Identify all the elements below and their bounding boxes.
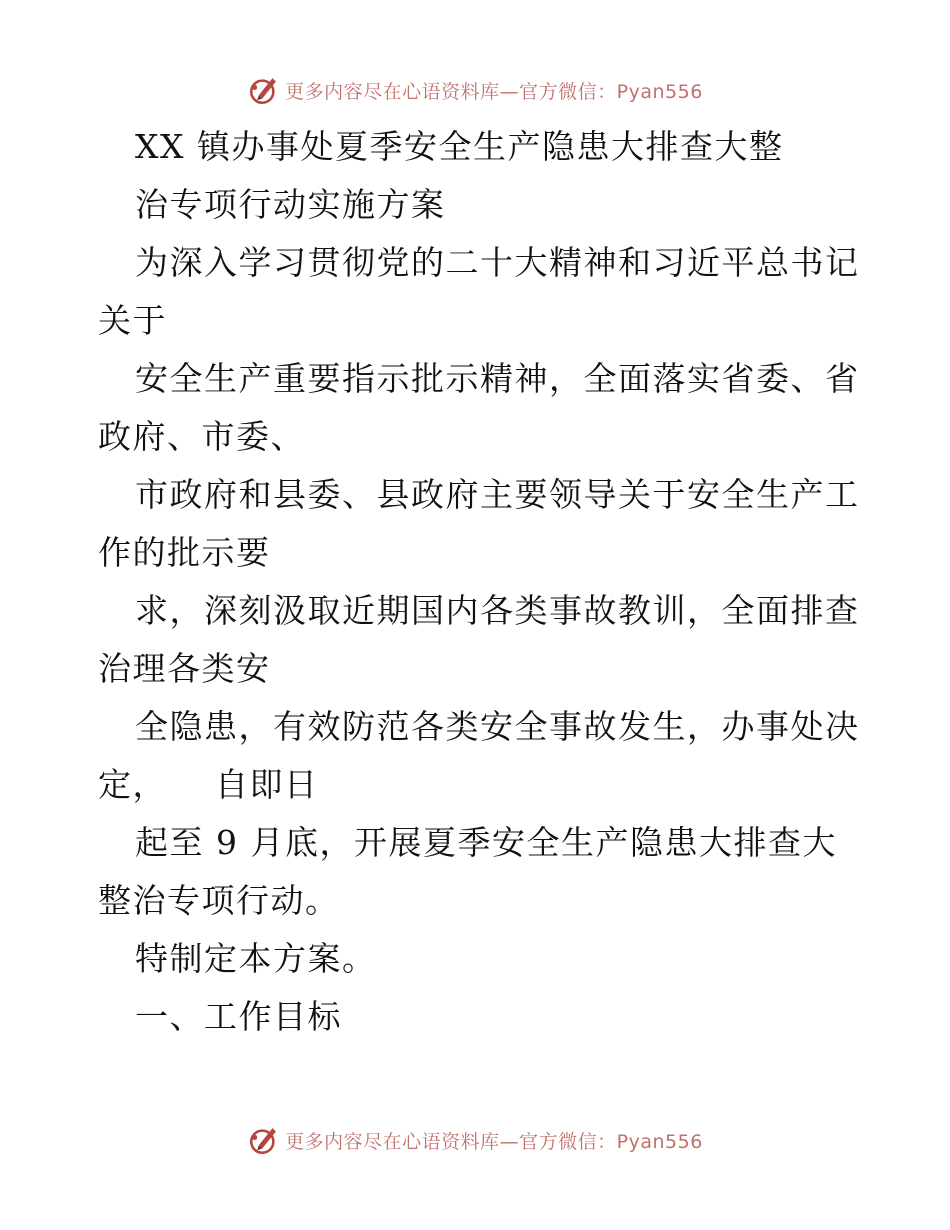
paragraph-line: 整治专项行动。 — [98, 881, 340, 920]
paragraph-line: 全隐患，有效防范各类安全事故发生，办事处决 — [135, 707, 860, 746]
watermark-text: 更多内容尽在心语资料库—官方微信：Pyan556 — [285, 1130, 703, 1153]
paragraph-line: 市政府和县委、县政府主要领导关于安全生产工 — [135, 475, 860, 514]
paragraph-line: 起至 9 月底，开展夏季安全生产隐患大排查大 — [135, 823, 837, 862]
paragraph-line: 为深入学习贯彻党的二十大精神和习近平总书记 — [135, 243, 860, 282]
paragraph-line: 特制定本方案。 — [135, 939, 377, 978]
paragraph-line: 作的批示要 — [98, 533, 271, 572]
section-heading: 一、工作目标 — [135, 997, 342, 1036]
header-watermark — [0, 70, 950, 110]
document-title-line-2: 治专项行动实施方案 — [135, 185, 446, 224]
watermark-text: 更多内容尽在心语资料库—官方微信：Pyan556 — [285, 80, 703, 103]
footer-watermark — [0, 1120, 950, 1160]
paragraph-line: 安全生产重要指示批示精神，全面落实省委、省 — [135, 359, 860, 398]
pen-nib-logo-icon — [247, 73, 281, 107]
document-title-line-1: XX 镇办事处夏季安全生产隐患大排查大整 — [135, 127, 784, 166]
paragraph-line: 关于 — [98, 301, 167, 340]
paragraph-line: 定， 自即日 — [98, 765, 319, 804]
pen-nib-logo-icon — [247, 1123, 281, 1157]
paragraph-line: 求，深刻汲取近期国内各类事故教训，全面排查 — [135, 591, 860, 630]
paragraph-line: 治理各类安 — [98, 649, 271, 688]
paragraph-line: 政府、市委、 — [98, 417, 305, 456]
